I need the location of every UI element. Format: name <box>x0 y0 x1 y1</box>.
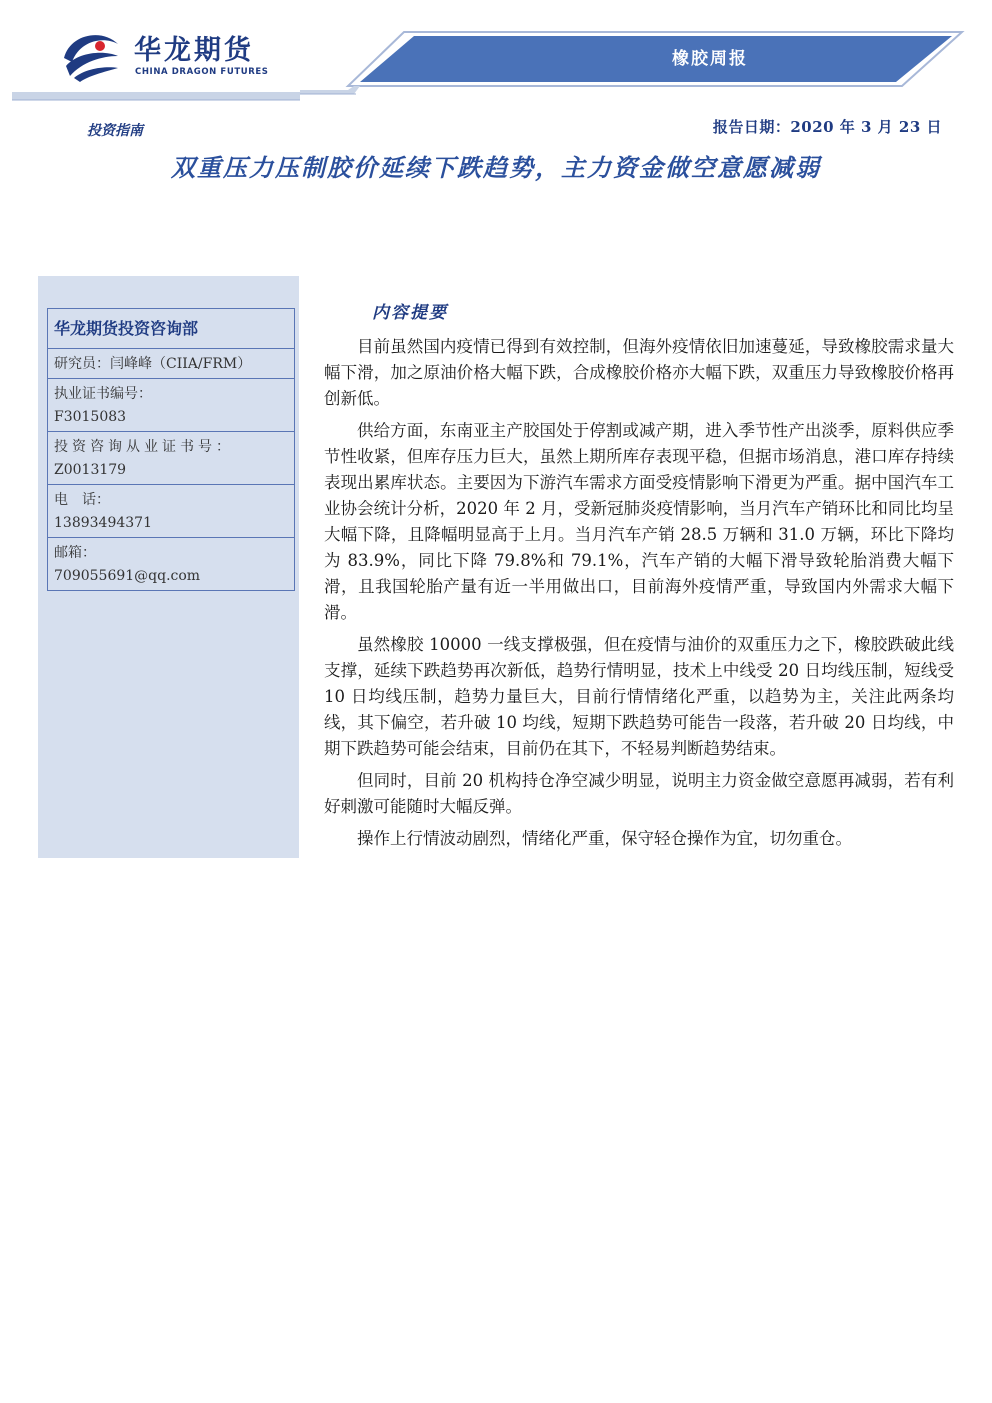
summary-paragraph-5: 操作上行情波动剧烈，情绪化严重，保守轻仓操作为宜，切勿重仓。 <box>357 829 852 848</box>
dragon-logo-icon <box>60 22 122 84</box>
phone-row <box>48 484 294 537</box>
phone-label: 电 话： <box>54 492 110 508</box>
report-headline: 双重压力压制胶价延续下跌趋势，主力资金做空意愿减弱 <box>171 153 821 182</box>
email-value: 709055691@qq.com <box>54 568 201 584</box>
summary-title: 内容提要 <box>372 303 448 323</box>
license-row <box>48 378 294 431</box>
email-row <box>48 537 294 590</box>
consult-row <box>48 431 294 484</box>
phone-value: 13893494371 <box>54 515 152 531</box>
email-label: 邮箱： <box>54 545 96 561</box>
contact-box <box>47 308 295 591</box>
report-type-label: 橡胶周报 <box>672 49 748 69</box>
researcher-row <box>48 348 294 378</box>
company-name-en: CHINA DRAGON FUTURES <box>135 67 269 77</box>
consult-label: 投资咨询从业证书号： <box>54 439 234 455</box>
license-label: 执业证书编号： <box>54 386 152 402</box>
sidebar-panel <box>38 276 299 858</box>
summary-paragraph-1: 目前虽然国内疫情已得到有效控制，但海外疫情依旧加速蔓延，导致橡胶需求量大幅下滑，加之原油价格大幅下跌，合成橡胶价格亦大幅下跌，双重压力导致橡胶价格再创新低。 <box>324 337 954 408</box>
summary-paragraph-4: 但同时，目前 20 机构持仓净空减少明显，说明主力资金做空意愿再减弱，若有利好刺激可能随时大幅反弹。 <box>324 771 954 816</box>
report-date: 报告日期：2020 年 3 月 23 日 <box>712 118 942 136</box>
consult-value: Z0013179 <box>54 462 127 478</box>
summary-body <box>324 334 954 858</box>
summary-paragraph-3: 虽然橡胶 10000 一线支撑极强，但在疫情与油价的双重压力之下，橡胶跌破此线支撑，延续下跌趋势再次新低，趋势行情明显，技术上中线受 20 日均线压制，短线受 10 日均线压制，趋势力量巨大，目前行情情绪化严重，以趋势为主，关注此两条均线，其下偏空，若升破 10 均线，短期下跌趋势可能告一段落，若升破 20 日均线，中期下跌趋势可能会结束，目前仍在其下，不轻易判断趋势结束。 <box>324 635 954 758</box>
company-name-cn: 华龙期货 <box>134 35 254 66</box>
department-name: 华龙期货投资咨询部 <box>54 319 199 338</box>
license-value: F3015083 <box>54 409 127 425</box>
researcher-text: 研究员：闫峰峰（CIIA/FRM） <box>54 356 252 372</box>
report-category: 投资指南 <box>87 123 143 139</box>
company-logo <box>60 22 340 88</box>
summary-paragraph-2: 供给方面，东南亚主产胶国处于停割或减产期，进入季节性产出淡季，原料供应季节性收紧，但库存压力巨大，虽然上期所库存表现平稳，但据市场消息，港口库存持续表现出累库状态。主要因为下游汽车需求方面受疫情影响下滑更为严重。据中国汽车工业协会统计分析，2020 年 2 月，受新冠肺炎疫情影响，当月汽车产销环比和同比均呈大幅下降，且降幅明显高于上月。当月汽车产销 28.5 万辆和 31.0 万辆，环比下降均为 83.9%，同比下降 79.8%和 79.1%，汽车产销的大幅下滑导致轮胎消费大幅下滑，且我国轮胎产量有近一半用做出口，目前海外疫情严重，导致国内外需求大幅下滑。 <box>324 421 954 622</box>
